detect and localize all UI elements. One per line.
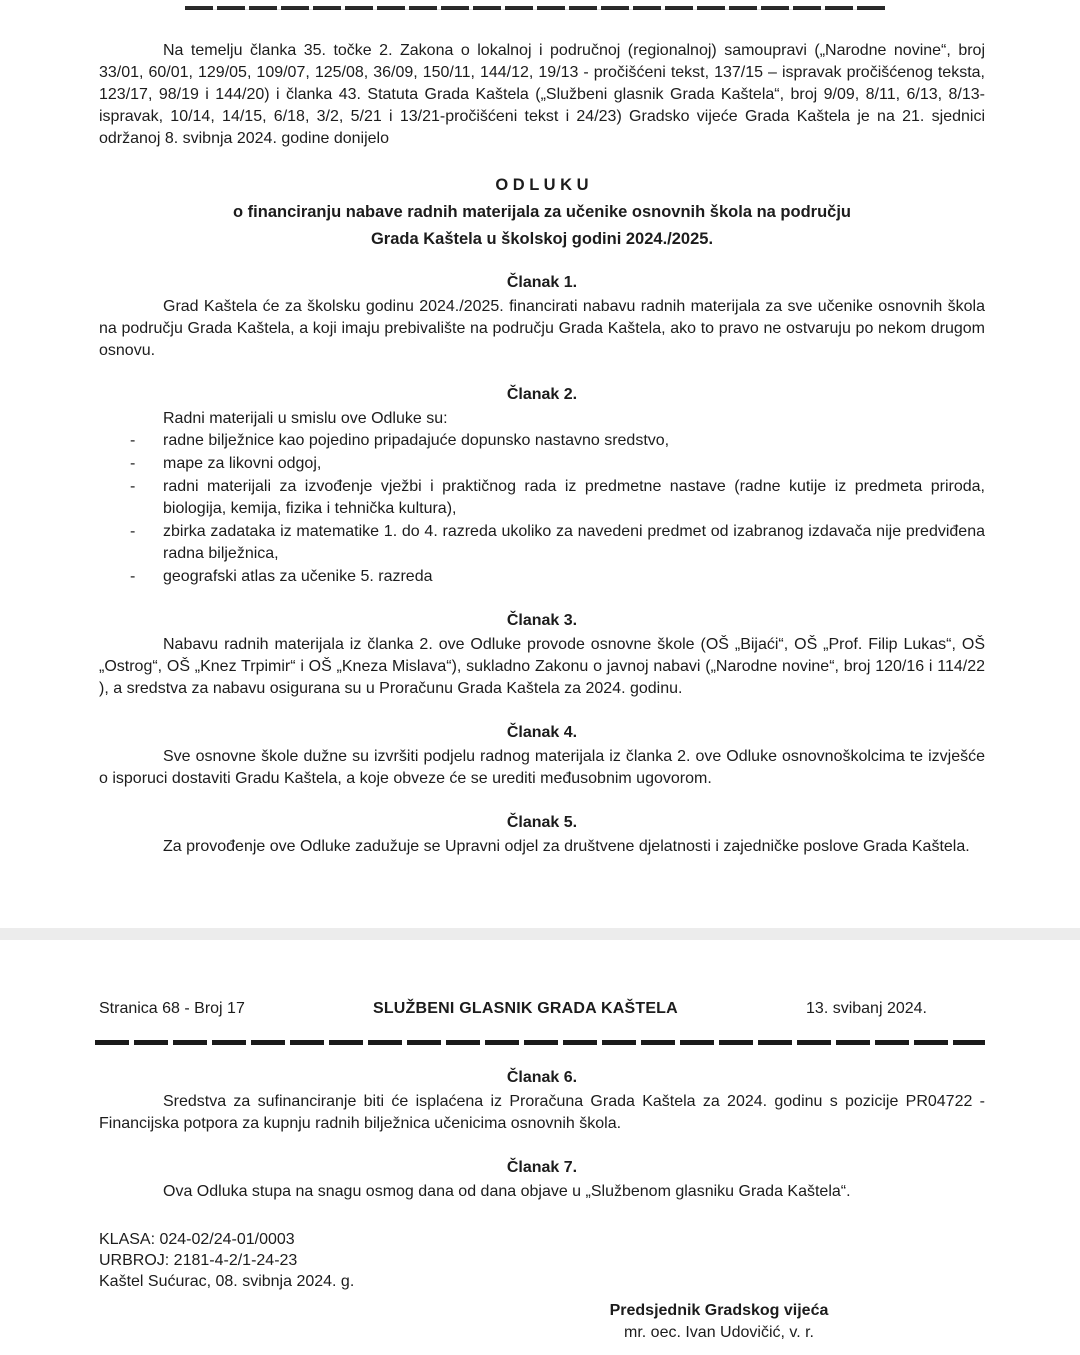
- article-5-heading: Članak 5.: [506, 814, 578, 831]
- decision-title: O D L U K U: [495, 176, 589, 194]
- list-item: [99, 521, 985, 565]
- list-item: [99, 430, 985, 452]
- article-1-body: Grad Kaštela će za školsku godinu 2024./2025. financirati nabavu radnih materijala za sve učenike osnovnih škola na području Grada Kaštela, a koji imaju prebivalište na području Grada Kaštela, ako to pravo ne ostvaruju po nekom drugom osnovu.: [99, 298, 985, 359]
- article-6-heading: Članak 6.: [506, 1069, 578, 1086]
- klasa-line: KLASA: 024-02/24-01/0003: [99, 1231, 295, 1248]
- signatory-name: mr. oec. Ivan Udovičić, v. r.: [624, 1324, 814, 1341]
- article-5-body: Za provođenje ove Odluke zadužuje se Upravni odjel za društvene djelatnosti i zajedničke poslove Grada Kaštela.: [163, 838, 970, 855]
- list-item-text: mape za likovni odgoj,: [163, 455, 322, 472]
- gazette-header: [99, 998, 985, 1020]
- page-break-band: [0, 928, 1080, 940]
- article-2-intro: Radni materijali u smislu ove Odluke su:: [163, 410, 448, 427]
- decision-subtitle-line1: o financiranju nabave radnih materijala za učenike osnovnih škola na području: [233, 203, 851, 221]
- place-date-line: Kaštel Sućurac, 08. svibnja 2024. g.: [99, 1273, 355, 1290]
- dash-bullet-icon: -: [130, 568, 136, 585]
- list-item-text: zbirka zadataka iz matematike 1. do 4. razreda ukoliko za navedeni predmet od izabranog izdavača nije predviđena radna bilježnica,: [163, 523, 985, 562]
- article-7-body: Ova Odluka stupa na snagu osmog dana od dana objave u „Službenom glasniku Grada Kaštela“.: [163, 1183, 851, 1200]
- article-6-body: Sredstva za sufinanciranje biti će isplaćena iz Proračuna Grada Kaštela za 2024. godinu s pozicije PR04722 - Financijska potpora za kupnju radnih bilježnica učenicima osnovnih škola.: [99, 1093, 985, 1132]
- dashed-separator-header: [95, 1040, 985, 1045]
- list-item-text: radni materijali za izvođenje vježbi i praktičnog rada iz predmetne nastave (radne kutije iz predmeta priroda, biologija, kemija, fizika i tehnička kultura),: [163, 478, 985, 517]
- signature-block: [559, 1300, 879, 1344]
- dash-bullet-icon: -: [130, 523, 136, 540]
- list-item: [99, 476, 985, 520]
- dashed-separator-top: [185, 6, 885, 10]
- dash-bullet-icon: -: [130, 455, 136, 472]
- article-3-body: Nabavu radnih materijala iz članka 2. ove Odluke provode osnovne škole (OŠ „Bijaći“, OŠ „Prof. Filip Lukas“, OŠ „Ostrog“, OŠ „Knez Trpimir“ i OŠ „Kneza Mislava“), sukladno Zakonu o javnoj nabavi („Narodne novine“, broj 120/16 i 114/22 ), a sredstva za nabavu osigurana su u Proračunu Grada Kaštela za 2024. godinu.: [99, 636, 985, 697]
- dash-bullet-icon: -: [130, 432, 136, 449]
- article-4-body: Sve osnovne škole dužne su izvršiti podjelu radnog materijala iz članka 2. ove Odluke osnovnoškolcima te izvješće o isporuci dostaviti Gradu Kaštela, a koje obveze će se urediti međusobnim ugovorom.: [99, 748, 985, 787]
- decision-subtitle-line2: Grada Kaštela u školskoj godini 2024./2025.: [370, 230, 714, 248]
- urbroj-line: URBROJ: 2181-4-2/1-24-23: [99, 1252, 298, 1269]
- gazette-page-2: [0, 998, 1080, 1355]
- gazette-title: SLUŽBENI GLASNIK GRADA KAŠTELA: [372, 1000, 678, 1017]
- list-item-text: radne bilježnice kao pojedino pripadajuće dopunsko nastavno sredstvo,: [163, 432, 670, 449]
- gazette-date: 13. svibanj 2024.: [806, 1000, 927, 1017]
- preamble-paragraph: Na temelju članka 35. točke 2. Zakona o lokalnoj i područnoj (regionalnoj) samoupravi („Narodne novine“, broj 33/01, 60/01, 129/05, 109/07, 125/08, 36/09, 150/11, 144/12, 19/13 - pročišćeni tekst, 137/15 – ispravak pročišćenog teksta, 123/17, 98/19 i 144/20) i članka 43. Statuta Grada Kaštela („Službeni glasnik Grada Kaštela“, broj 9/09, 8/11, 6/13, 8/13-ispravak, 10/14, 14/15, 6/18, 3/2, 5/21 i 13/21-pročišćeni tekst i 24/23) Gradsko vijeće Grada Kaštela je na 21. sjednici održanoj 8. svibnja 2024. godine donijelo: [99, 42, 985, 147]
- article-1-heading: Članak 1.: [506, 274, 578, 291]
- article-4-heading: Članak 4.: [506, 724, 578, 741]
- list-item: [99, 566, 985, 588]
- article-7-heading: Članak 7.: [506, 1159, 578, 1176]
- article-2-heading: Članak 2.: [506, 386, 578, 403]
- page-number-label: Stranica 68 - Broj 17: [99, 1000, 245, 1017]
- dash-bullet-icon: -: [130, 478, 136, 495]
- gazette-page-1: [0, 6, 1080, 928]
- article-3-heading: Članak 3.: [506, 612, 578, 629]
- list-item-text: geografski atlas za učenike 5. razreda: [163, 568, 433, 585]
- materials-list: [99, 430, 985, 588]
- list-item: [99, 453, 985, 475]
- signatory-title: Predsjednik Gradskog vijeća: [609, 1302, 829, 1319]
- reference-block: [99, 1229, 985, 1292]
